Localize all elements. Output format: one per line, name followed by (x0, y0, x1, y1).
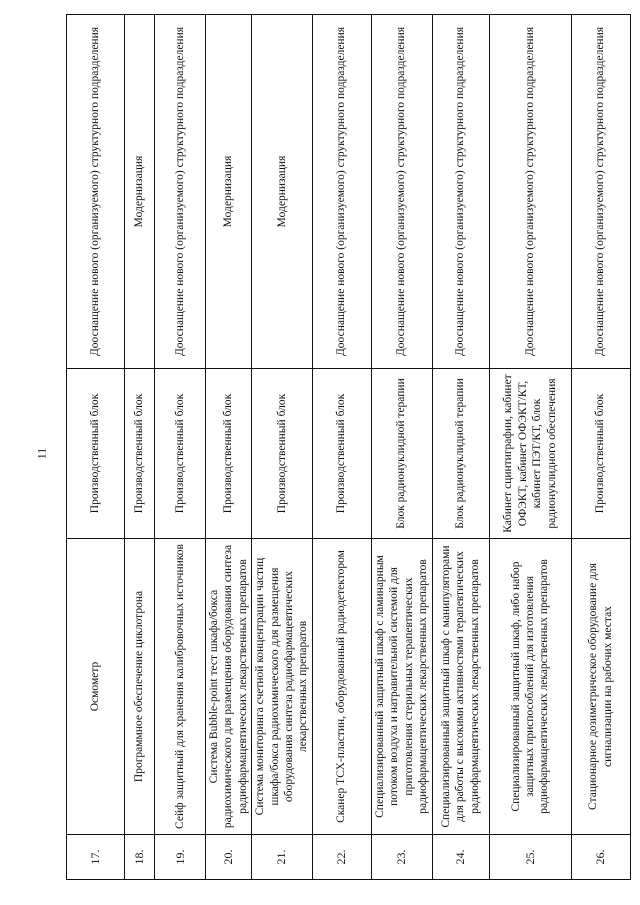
equipment-name: Система Bubble-point тест шкафа/бокса радиохимического для размещения оборудования синтеза радиофармацевтических лекарственных препаратов (206, 539, 252, 835)
row-number: 24. (432, 835, 489, 880)
page-number: 11 (34, 447, 49, 460)
row-number: 23. (371, 835, 432, 880)
table-row (432, 15, 489, 880)
row-number: 18. (125, 835, 155, 880)
table-row (571, 15, 630, 880)
rotated-table-container (66, 15, 624, 880)
equipment-name: Сейф защитный для хранения калибровочных источников (155, 539, 206, 835)
location: Кабинет сцинтиграфии, кабинет ОФЭКТ, кабинет ОФЭКТ/КТ, кабинет ПЭТ/КТ, блок радионуклидного обеспечения (489, 369, 571, 539)
action: Дооснащение нового (организуемого) структурного подразделения (371, 15, 432, 369)
action: Дооснащение нового (организуемого) структурного подразделения (67, 15, 125, 369)
row-number: 20. (206, 835, 252, 880)
location: Производственный блок (155, 369, 206, 539)
equipment-name: Система мониторинга счетной концентрации частиц шкафа/бокса радиохимического для размещения оборудования синтеза радиофармацевтических лекарственных препаратов (252, 539, 313, 835)
action: Модернизация (125, 15, 155, 369)
table-row (67, 15, 125, 880)
table-row (155, 15, 206, 880)
row-number: 22. (312, 835, 371, 880)
action: Дооснащение нового (организуемого) структурного подразделения (571, 15, 630, 369)
row-number: 19. (155, 835, 206, 880)
action: Модернизация (252, 15, 313, 369)
row-number: 21. (252, 835, 313, 880)
row-number: 17. (67, 835, 125, 880)
location: Производственный блок (312, 369, 371, 539)
table-row (125, 15, 155, 880)
table-row (252, 15, 313, 880)
equipment-name: Специализированный защитный шкаф с ламинарным потоком воздуха и натравительной системой для приготовления стерильных терапевтических радиофармацевтических лекарственных препаратов (371, 539, 432, 835)
location: Производственный блок (252, 369, 313, 539)
location: Производственный блок (125, 369, 155, 539)
table-row (371, 15, 432, 880)
location: Блок радионуклидной терапии (432, 369, 489, 539)
equipment-name: Программное обеспечение циклотрона (125, 539, 155, 835)
action: Модернизация (206, 15, 252, 369)
table-row (312, 15, 371, 880)
action: Дооснащение нового (организуемого) структурного подразделения (432, 15, 489, 369)
table-row (206, 15, 252, 880)
action: Дооснащение нового (организуемого) структурного подразделения (312, 15, 371, 369)
action: Дооснащение нового (организуемого) структурного подразделения (489, 15, 571, 369)
equipment-name: Сканер ТСХ-пластин, оборудованный радиодетектором (312, 539, 371, 835)
equipment-name: Специализированный защитный шкаф с манипуляторами для работы с высокими активностями терапевтических радиофармацевтических лекарственных препаратов (432, 539, 489, 835)
equipment-name: Осмометр (67, 539, 125, 835)
equipment-name: Стационарное дозиметрическое оборудование для сигнализации на рабочих местах (571, 539, 630, 835)
equipment-name: Специализированный защитный шкаф, либо набор защитных приспособлений для изготовления радиофармацевтических лекарственных препаратов (489, 539, 571, 835)
table-row (489, 15, 571, 880)
location: Производственный блок (206, 369, 252, 539)
equipment-table (66, 14, 631, 880)
action: Дооснащение нового (организуемого) структурного подразделения (155, 15, 206, 369)
row-number: 26. (571, 835, 630, 880)
location: Производственный блок (67, 369, 125, 539)
location: Блок радионуклидной терапии (371, 369, 432, 539)
row-number: 25. (489, 835, 571, 880)
location: Производственный блок (571, 369, 630, 539)
